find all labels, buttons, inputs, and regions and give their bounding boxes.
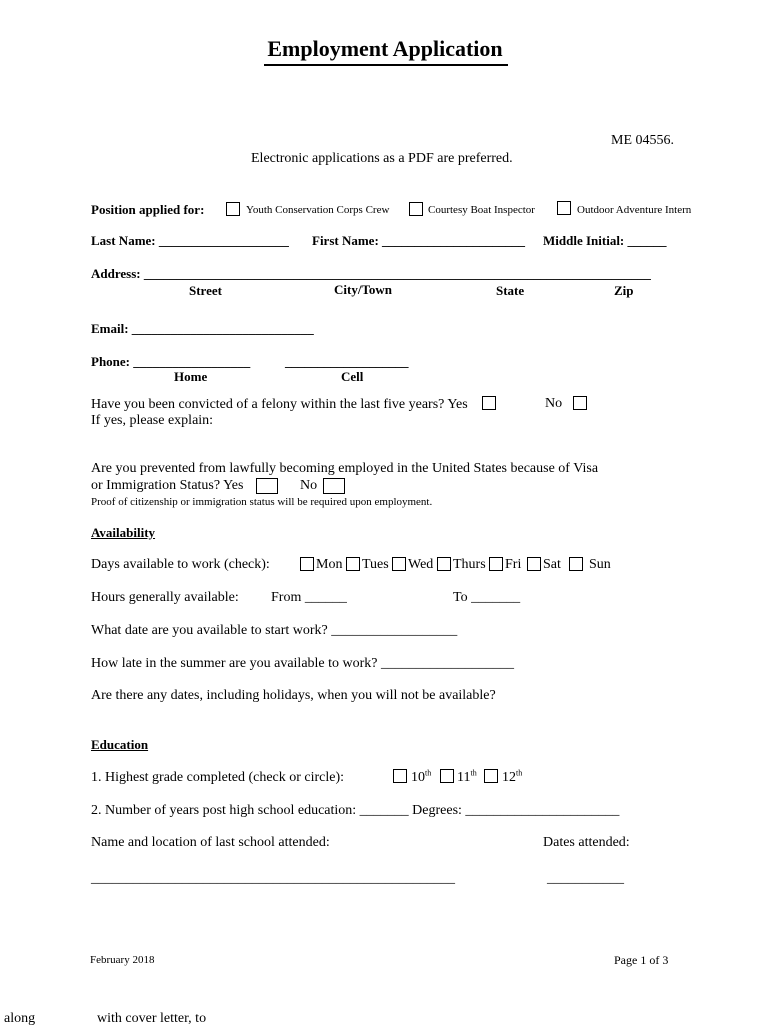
middle-initial-field[interactable]: Middle Initial: ______: [543, 233, 667, 248]
position-checkbox-boat-inspector[interactable]: [409, 202, 423, 216]
grade-10-label: 10th: [411, 768, 432, 785]
felony-question: Have you been convicted of a felony within the last five years? Yes: [91, 397, 468, 412]
unavailable-dates-question: Are there any dates, including holidays, when you will not be available?: [91, 688, 496, 703]
grade-12-label: 12th: [502, 768, 523, 785]
highest-grade-label: 1. Highest grade completed (check or circle):: [91, 770, 345, 785]
address-state-label: State: [496, 283, 525, 298]
day-wed-label: Wed: [408, 557, 434, 572]
day-tues-checkbox[interactable]: [346, 557, 360, 571]
overflow-text-right: with cover letter, to: [97, 1011, 207, 1026]
visa-no-checkbox[interactable]: [323, 478, 345, 494]
address-field[interactable]: Address: ______________________________________________________________________________: [91, 266, 651, 281]
day-sat-checkbox[interactable]: [527, 557, 541, 571]
proof-note: Proof of citizenship or immigration status will be required upon employment.: [91, 496, 433, 508]
page-title: Employment Application: [267, 36, 503, 61]
grade-10-checkbox[interactable]: [393, 769, 407, 783]
hours-from-field[interactable]: From ______: [271, 590, 347, 605]
phone-cell-field[interactable]: ___________________: [285, 354, 409, 369]
electronic-note: Electronic applications as a PDF are preferred.: [251, 151, 513, 166]
me-code: ME 04556.: [611, 133, 674, 148]
day-fri-checkbox[interactable]: [489, 557, 503, 571]
day-mon-checkbox[interactable]: [300, 557, 314, 571]
visa-no-label: No: [300, 478, 318, 493]
education-heading: Education: [91, 737, 149, 752]
visa-question: Are you prevented from lawfully becoming employed in the United States because of Visa: [91, 461, 599, 476]
position-label: Position applied for:: [91, 202, 205, 217]
post-high-school-question[interactable]: 2. Number of years post high school education: _______ Degrees: ______________________: [91, 803, 620, 818]
position-checkbox-ycc[interactable]: [226, 202, 240, 216]
days-label: Days available to work (check):: [91, 557, 270, 572]
grade-12-checkbox[interactable]: [484, 769, 498, 783]
day-mon-label: Mon: [316, 557, 343, 572]
address-city-label: City/Town: [334, 282, 393, 297]
late-summer-question[interactable]: How late in the summer are you available to work? ___________________: [91, 656, 515, 671]
position-option-boat-inspector: Courtesy Boat Inspector: [428, 204, 535, 216]
position-checkbox-outdoor-intern[interactable]: [557, 201, 571, 215]
dates-attended-label: Dates attended:: [543, 835, 630, 850]
phone-home-field[interactable]: Phone: __________________: [91, 354, 251, 369]
phone-home-label: Home: [174, 369, 208, 384]
hours-label: Hours generally available:: [91, 590, 239, 605]
email-field[interactable]: Email: ____________________________: [91, 321, 314, 336]
title-underline: [264, 64, 508, 66]
footer-page-number: Page 1 of 3: [614, 953, 669, 967]
felony-no-checkbox[interactable]: [573, 396, 587, 410]
hours-to-field[interactable]: To _______: [453, 590, 521, 605]
visa-yes-label: or Immigration Status? Yes: [91, 478, 244, 493]
visa-yes-checkbox[interactable]: [256, 478, 278, 494]
grade-11-checkbox[interactable]: [440, 769, 454, 783]
grade-11-label: 11th: [457, 768, 477, 785]
day-wed-checkbox[interactable]: [392, 557, 406, 571]
day-sun-label: Sun: [589, 557, 611, 572]
footer-date: February 2018: [90, 954, 155, 966]
dates-attended-field[interactable]: ___________: [547, 871, 624, 886]
felony-yes-checkbox[interactable]: [482, 396, 496, 410]
address-zip-label: Zip: [614, 283, 634, 298]
position-option-ycc: Youth Conservation Corps Crew: [246, 204, 390, 216]
day-thurs-label: Thurs: [453, 557, 486, 572]
last-school-field[interactable]: ____________________________________________________: [91, 871, 455, 886]
availability-heading: Availability: [91, 525, 156, 540]
address-street-label: Street: [189, 283, 222, 298]
day-sat-label: Sat: [543, 557, 561, 572]
day-thurs-checkbox[interactable]: [437, 557, 451, 571]
last-name-field[interactable]: Last Name: ____________________: [91, 233, 289, 248]
overflow-text-left: along: [4, 1011, 36, 1026]
felony-no-label: No: [545, 396, 563, 411]
first-name-field[interactable]: First Name: ______________________: [312, 233, 526, 248]
felony-explain-label: If yes, please explain:: [91, 413, 214, 428]
day-sun-checkbox[interactable]: [569, 557, 583, 571]
last-school-label: Name and location of last school attended:: [91, 835, 330, 850]
phone-cell-label: Cell: [341, 369, 364, 384]
position-option-outdoor-intern: Outdoor Adventure Intern: [577, 204, 692, 216]
start-date-question[interactable]: What date are you available to start work? __________________: [91, 623, 458, 638]
day-fri-label: Fri: [505, 557, 522, 572]
day-tues-label: Tues: [362, 557, 389, 572]
